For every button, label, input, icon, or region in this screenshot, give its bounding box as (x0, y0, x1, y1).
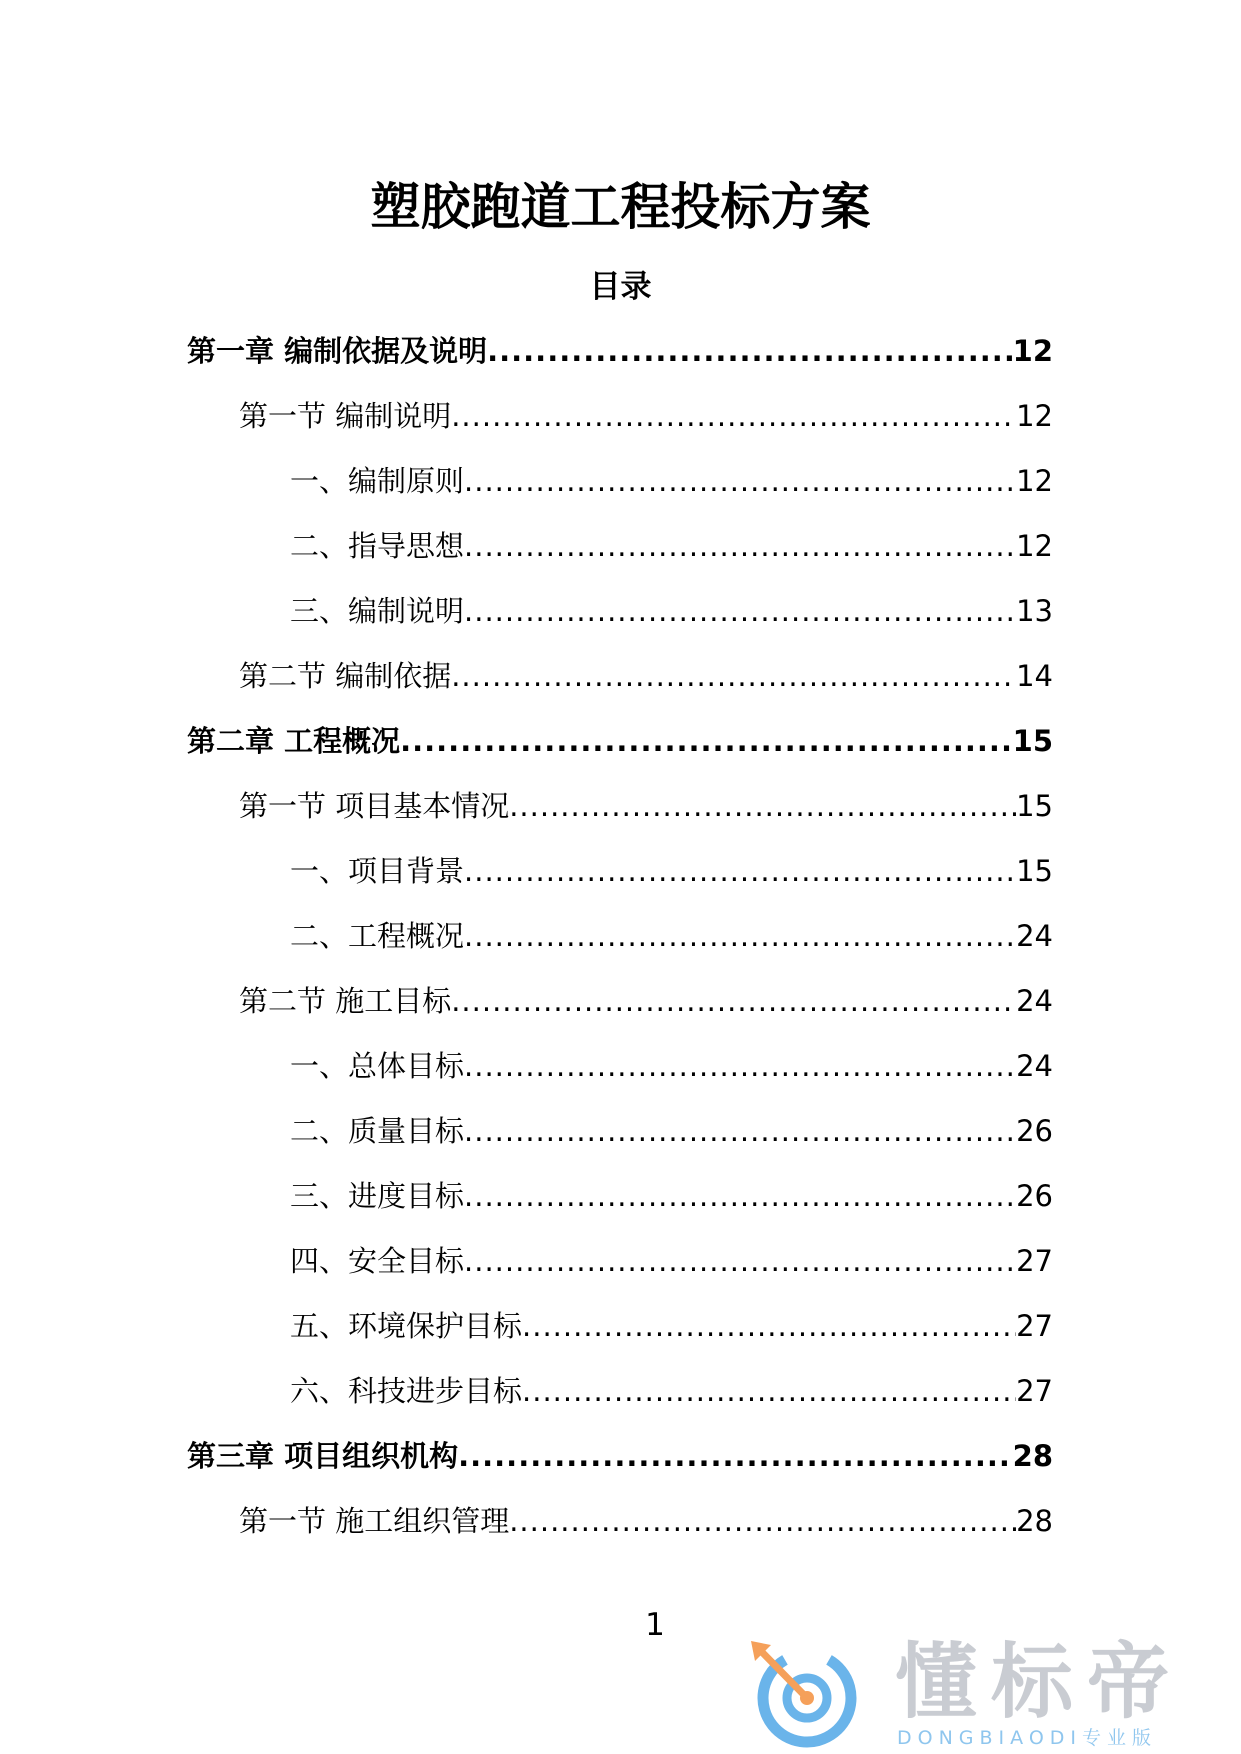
toc-section[interactable] (187, 778, 1053, 843)
toc-dot-leader (464, 908, 1016, 964)
toc-entry-label: 第二节 施工目标 (239, 984, 452, 1018)
toc-entry-page: 26 (1016, 1114, 1053, 1148)
toc-entry-page: 13 (1016, 594, 1053, 628)
toc-entry-page: 27 (1016, 1244, 1053, 1278)
toc-entry-page: 24 (1016, 984, 1053, 1018)
toc-dot-leader (464, 583, 1016, 639)
toc-dot-leader (464, 1233, 1016, 1289)
toc-dot-leader (509, 1493, 1016, 1549)
toc-entry-label: 二、工程概况 (290, 919, 465, 953)
toc-chapter[interactable] (187, 713, 1053, 778)
toc-subsection[interactable] (187, 583, 1053, 648)
toc-subsection[interactable] (187, 518, 1053, 583)
toc-entry-label: 一、项目背景 (290, 854, 465, 888)
toc-subsection[interactable] (187, 1298, 1053, 1363)
toc-entry-label: 二、指导思想 (290, 529, 465, 563)
toc-entry-label: 第一节 编制说明 (239, 399, 452, 433)
toc-dot-leader (522, 1298, 1016, 1354)
toc-entry-page: 14 (1016, 659, 1053, 693)
toc-entry-label: 四、安全目标 (290, 1244, 465, 1278)
toc-dot-leader (458, 1428, 1013, 1484)
toc-dot-leader (487, 323, 1013, 379)
toc-entry-label: 第一节 项目基本情况 (239, 789, 510, 823)
toc-entry-page: 12 (1012, 334, 1053, 368)
page-number: 1 (645, 1607, 665, 1643)
toc-entry-page: 27 (1016, 1309, 1053, 1343)
toc-entry-page: 12 (1016, 464, 1053, 498)
toc-entry-label: 二、质量目标 (290, 1114, 465, 1148)
toc-dot-leader (451, 648, 1016, 704)
toc-dot-leader (464, 1038, 1016, 1094)
toc-entry-page: 28 (1012, 1439, 1053, 1473)
toc-entry-page: 15 (1012, 724, 1053, 758)
toc-entry-page: 27 (1016, 1374, 1053, 1408)
document-title: 塑胶跑道工程投标方案 (370, 178, 871, 236)
toc-chapter[interactable] (187, 1428, 1053, 1493)
toc-dot-leader (464, 1168, 1016, 1224)
toc-dot-leader (464, 518, 1016, 574)
target-arrow-icon (745, 1635, 865, 1750)
toc-entry-label: 三、编制说明 (290, 594, 465, 628)
toc-entry-page: 26 (1016, 1179, 1053, 1213)
toc-dot-leader (464, 843, 1016, 899)
toc-entry-label: 一、编制原则 (290, 464, 465, 498)
toc-subsection[interactable] (187, 1103, 1053, 1168)
toc-subsection[interactable] (187, 908, 1053, 973)
toc-entry-page: 24 (1016, 919, 1053, 953)
toc-subsection[interactable] (187, 1363, 1053, 1428)
toc-entry-page: 28 (1016, 1504, 1053, 1538)
toc-entry-label: 三、进度目标 (290, 1179, 465, 1213)
toc-dot-leader (451, 973, 1016, 1029)
toc-entry-label: 一、总体目标 (290, 1049, 465, 1083)
watermark-subtitle: DONGBIAODI专业版 (897, 1727, 1158, 1749)
toc-subsection[interactable] (187, 1168, 1053, 1233)
toc-entry-label: 六、科技进步目标 (290, 1374, 523, 1408)
watermark (745, 1635, 1225, 1750)
toc-section[interactable] (187, 388, 1053, 453)
toc-entry-page: 12 (1016, 529, 1053, 563)
toc-entry-label: 第一节 施工组织管理 (239, 1504, 510, 1538)
toc-entry-label: 五、环境保护目标 (290, 1309, 523, 1343)
toc-dot-leader (400, 713, 1013, 769)
toc-subsection[interactable] (187, 843, 1053, 908)
toc-entry-page: 24 (1016, 1049, 1053, 1083)
toc-entry-page: 15 (1016, 854, 1053, 888)
toc-entry-label: 第一章 编制依据及说明 (187, 334, 488, 368)
toc-chapter[interactable] (187, 323, 1053, 388)
toc-subsection[interactable] (187, 1233, 1053, 1298)
toc-dot-leader (451, 388, 1016, 444)
table-of-contents (187, 323, 1053, 1558)
toc-dot-leader (522, 1363, 1016, 1419)
watermark-brand: 懂标帝 (895, 1635, 1184, 1730)
toc-section[interactable] (187, 973, 1053, 1038)
toc-dot-leader (509, 778, 1016, 834)
toc-dot-leader (464, 453, 1016, 509)
toc-subsection[interactable] (187, 453, 1053, 518)
toc-dot-leader (464, 1103, 1016, 1159)
toc-heading: 目录 (589, 269, 652, 305)
toc-entry-label: 第二节 编制依据 (239, 659, 452, 693)
toc-entry-label: 第三章 项目组织机构 (187, 1439, 459, 1473)
toc-entry-page: 12 (1016, 399, 1053, 433)
toc-subsection[interactable] (187, 1038, 1053, 1103)
toc-entry-page: 15 (1016, 789, 1053, 823)
toc-section[interactable] (187, 648, 1053, 713)
toc-section[interactable] (187, 1493, 1053, 1558)
toc-entry-label: 第二章 工程概况 (187, 724, 401, 758)
